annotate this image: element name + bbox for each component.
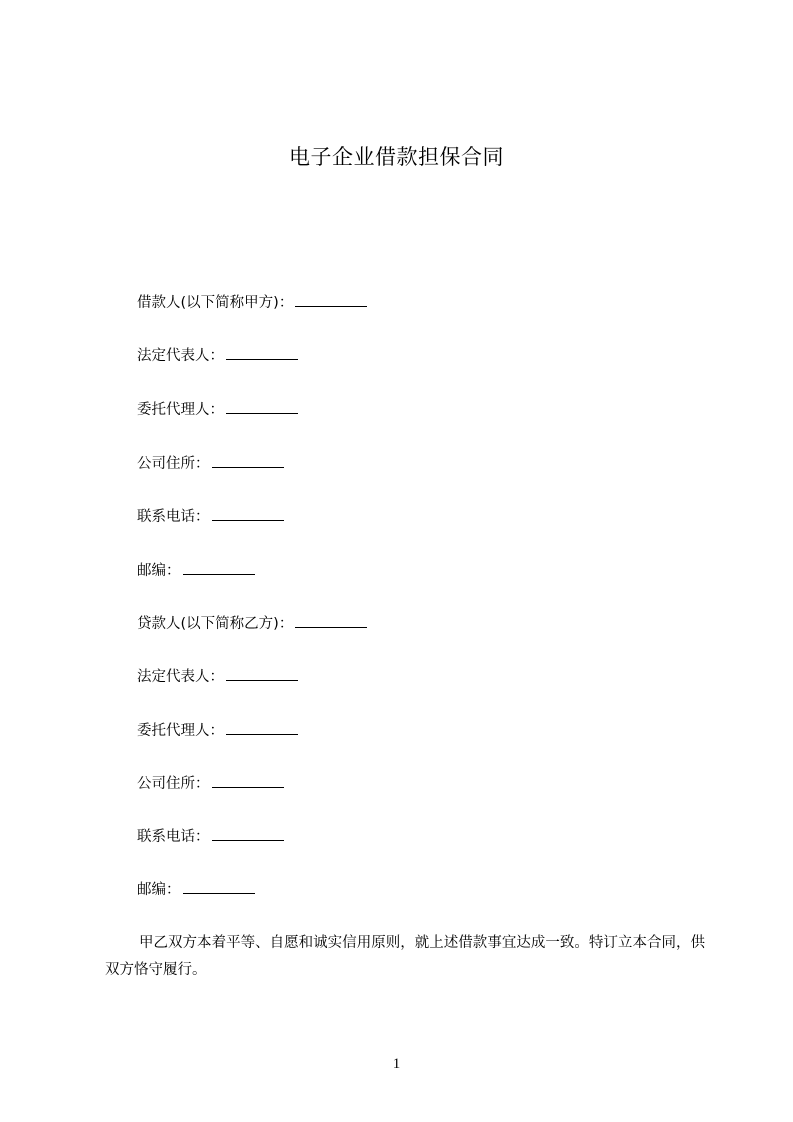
borrower-address-blank bbox=[212, 452, 284, 468]
lender-legal-rep-label: 法定代表人： bbox=[137, 669, 224, 685]
borrower-postcode-label: 邮编： bbox=[137, 563, 181, 579]
borrower-party-field bbox=[137, 291, 367, 313]
borrower-phone-blank bbox=[212, 505, 284, 521]
borrower-party-blank bbox=[295, 291, 367, 307]
lender-address-blank bbox=[212, 772, 284, 788]
borrower-address-label: 公司住所： bbox=[137, 456, 210, 472]
borrower-phone-label: 联系电话： bbox=[137, 509, 210, 525]
lender-agent-field bbox=[137, 719, 298, 741]
borrower-legal-rep-field bbox=[137, 344, 298, 366]
lender-phone-label: 联系电话： bbox=[137, 829, 210, 845]
borrower-agent-field bbox=[137, 398, 298, 420]
page-number: 1 bbox=[392, 1056, 401, 1072]
lender-phone-field bbox=[137, 825, 284, 847]
borrower-legal-rep-blank bbox=[226, 344, 298, 360]
lender-agent-blank bbox=[226, 719, 298, 735]
lender-phone-blank bbox=[212, 825, 284, 841]
borrower-phone-field bbox=[137, 505, 284, 527]
lender-postcode-blank bbox=[183, 878, 255, 894]
lender-party-label: 贷款人(以下简称乙方)： bbox=[137, 616, 294, 632]
lender-agent-label: 委托代理人： bbox=[137, 723, 224, 739]
lender-party-field bbox=[137, 612, 367, 634]
borrower-address-field bbox=[137, 452, 284, 474]
borrower-postcode-field bbox=[137, 559, 255, 581]
lender-legal-rep-blank bbox=[226, 665, 298, 681]
lender-postcode-label: 邮编： bbox=[137, 882, 181, 898]
document-title: 电子企业借款担保合同 bbox=[289, 145, 504, 169]
borrower-agent-label: 委托代理人： bbox=[137, 402, 224, 418]
lender-party-blank bbox=[295, 612, 367, 628]
borrower-legal-rep-label: 法定代表人： bbox=[137, 348, 224, 364]
intro-paragraph: 甲乙双方本着平等、自愿和诚实信用原则，就上述借款事宜达成一致。特订立本合同，供双方恪守履行。 bbox=[105, 935, 705, 978]
lender-address-label: 公司住所： bbox=[137, 776, 210, 792]
lender-legal-rep-field bbox=[137, 665, 298, 687]
borrower-agent-blank bbox=[226, 398, 298, 414]
lender-postcode-field bbox=[137, 878, 255, 900]
borrower-party-label: 借款人(以下简称甲方)： bbox=[137, 295, 294, 311]
borrower-postcode-blank bbox=[183, 559, 255, 575]
lender-address-field bbox=[137, 772, 284, 794]
